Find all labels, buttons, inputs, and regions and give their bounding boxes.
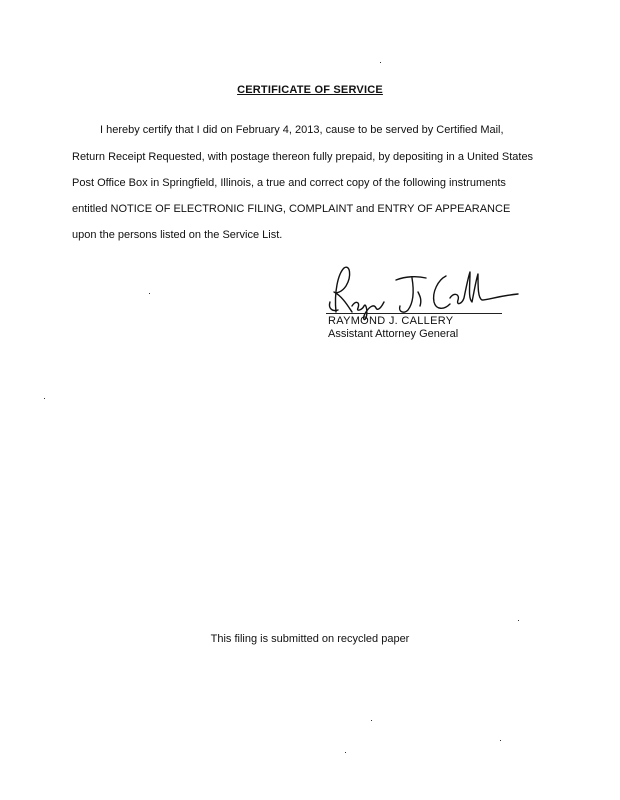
- scan-speck: [500, 740, 501, 741]
- certificate-body-line: Post Office Box in Springfield, Illinois, a true and correct copy of the following instruments: [72, 177, 506, 189]
- document-title: CERTIFICATE OF SERVICE: [237, 84, 383, 96]
- scan-speck: [371, 720, 372, 721]
- certificate-body-line: I hereby certify that I did on February 4, 2013, cause to be served by Certified Mail,: [100, 124, 504, 136]
- signer-title: Assistant Attorney General: [328, 328, 459, 340]
- scan-speck: [518, 620, 519, 621]
- scan-speck: [380, 62, 381, 63]
- signer-name: RAYMOND J. CALLERY: [328, 315, 454, 327]
- certificate-body-line: upon the persons listed on the Service List.: [72, 229, 283, 241]
- scan-speck: [345, 752, 346, 753]
- recycled-paper-note: This filing is submitted on recycled paper: [210, 633, 410, 645]
- certificate-body-line: Return Receipt Requested, with postage thereon fully prepaid, by depositing in a United States: [72, 151, 534, 163]
- signature-line: [326, 313, 502, 314]
- scan-speck: [149, 293, 150, 294]
- scan-speck: [44, 398, 45, 399]
- certificate-body-line: entitled NOTICE OF ELECTRONIC FILING, COMPLAINT and ENTRY OF APPEARANCE: [72, 203, 511, 215]
